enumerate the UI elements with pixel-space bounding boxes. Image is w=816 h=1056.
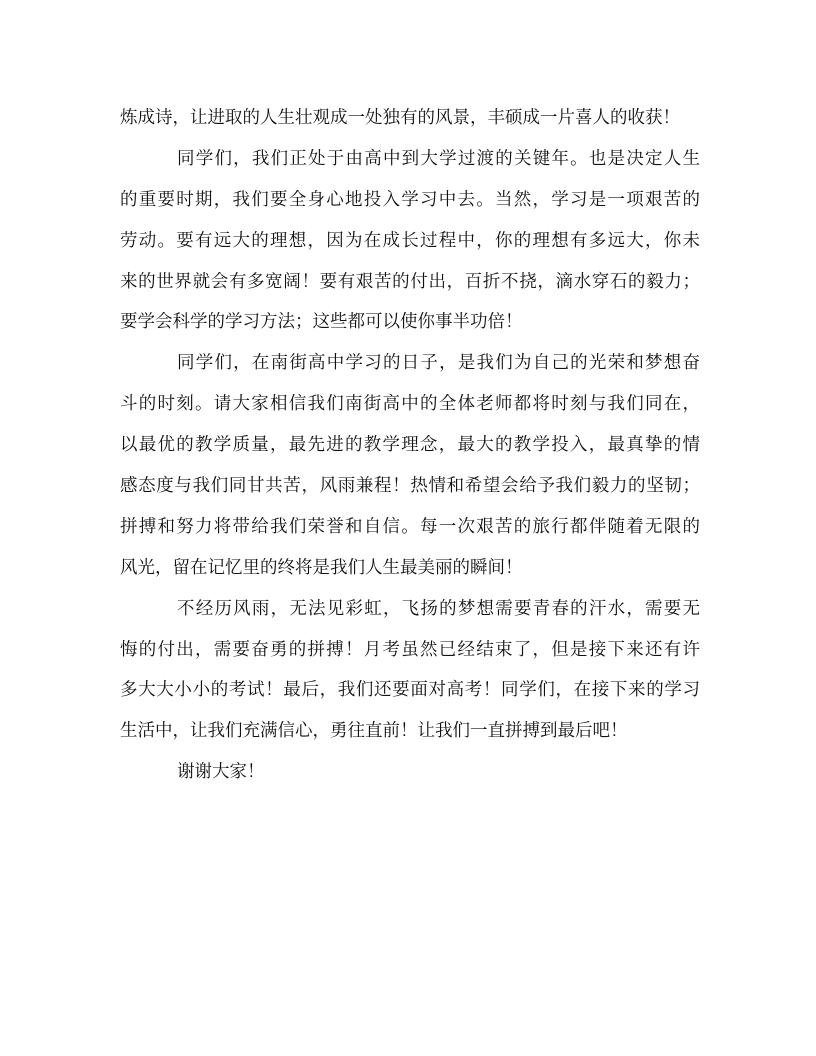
text-line: 感态度与我们同甘共苦，风雨兼程！热情和希望会给予我们毅力的坚韧；	[120, 476, 700, 497]
text-line: 劳动。要有远大的理想，因为在成长过程中，你的理想有多远大，你未	[120, 230, 700, 251]
text-line: 同学们，我们正处于由高中到大学过渡的关键年。也是决定人生	[177, 148, 700, 169]
text-line: 炼成诗，让进取的人生壮观成一处独有的风景，丰硕成一片喜人的收获！	[120, 108, 680, 128]
text-line: 以最优的教学质量，最先进的教学理念，最大的教学投入，最真挚的情	[120, 435, 700, 456]
text-line: 多大大小小的考试！最后，我们还要面对高考！同学们，在接下来的学习	[120, 680, 700, 701]
text-line: 要学会科学的学习方法；这些都可以使你事半功倍！	[120, 312, 523, 333]
text-line: 拼搏和努力将带给我们荣誉和自信。每一次艰苦的旅行都伴随着无限的	[120, 516, 700, 537]
text-line: 斗的时刻。请大家相信我们南街高中的全体老师都将时刻与我们同在，	[120, 394, 700, 415]
text-line: 的重要时期，我们要全身心地投入学习中去。当然，学习是一项艰苦的	[120, 189, 700, 210]
text-line: 同学们，在南街高中学习的日子，是我们为自己的光荣和梦想奋	[177, 353, 700, 374]
text-line: 悔的付出，需要奋勇的拼搏！月考虽然已经结束了，但是接下来还有许	[120, 639, 700, 660]
paragraph-4	[120, 589, 700, 753]
paragraph-1	[120, 98, 700, 139]
closing-line: 谢谢大家！	[177, 762, 265, 783]
text-line: 风光，留在记忆里的终将是我们人生最美丽的瞬间！	[120, 557, 523, 578]
document-body	[120, 98, 700, 793]
text-line: 来的世界就会有多宽阔！要有艰苦的付出，百折不挠，滴水穿石的毅力；	[120, 271, 700, 292]
paragraph-3	[120, 343, 700, 588]
paragraph-5	[120, 752, 700, 793]
text-line: 不经历风雨，无法见彩虹，飞扬的梦想需要青春的汗水，需要无	[177, 598, 700, 619]
paragraph-2	[120, 139, 700, 343]
text-line: 生活中，让我们充满信心，勇往直前！让我们一直拼搏到最后吧！	[120, 721, 628, 742]
